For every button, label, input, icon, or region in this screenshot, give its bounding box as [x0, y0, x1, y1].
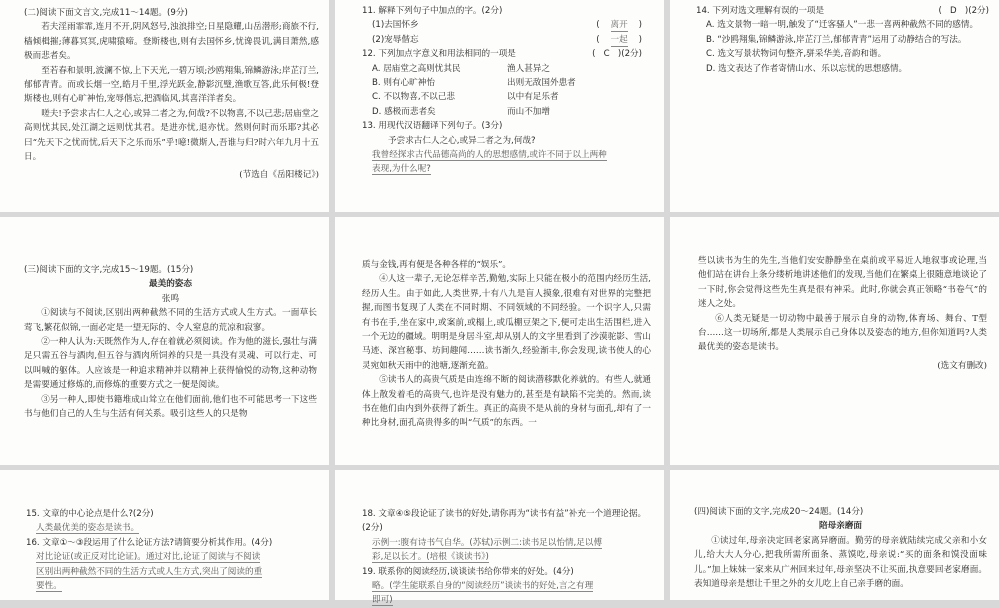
question-14-option-d: D. 选文表达了作者寄情山水、乐以忘忧的思想感情。 [706, 63, 908, 74]
question-14-option-c: C. 选文写景状物词句整齐,骈采华美,音韵和谐。 [706, 49, 887, 60]
passage-paragraph: ④人这一辈子,无论怎样辛苦,勤勉,实际上只能在极小的范围内经历生活,经历人生。由于如此,人类世界,十有八九是盲人摸象,很难有对世界的完整把握,而图书复现了人类在不同时期、不同领域的不同经验。一个识字人,只需有书在手,坐在家中,或案前,或榻上,或瓜棚豆架之下,便可走出生活围栏,进入一个无边的疆域。明明是身居斗室,却从别人的文字里看到了沙漠驼影、雪山马迹、深宫秘事、坊间趣闻……读书渐久,经验渐丰,你会发现,读书使人的心灵宛如秋天雨中的池塘,逐渐充盈。 [362, 274, 651, 371]
page-tile-essay-part-1 [0, 217, 329, 465]
passage-source: (节选自《岳阳楼记》) [239, 170, 319, 181]
question-12-option-c: C. 不以物喜,不以己悲 以中有足乐者 [372, 92, 559, 103]
passage-paragraph: 至若春和景明,波澜不惊,上下天光,一碧万顷;沙鸥翔集,锦鳞游泳;岸芷汀兰,郁郁青青。而或长烟一空,皓月千里,浮光跃金,静影沉璧,渔歌互答,此乐何极!登斯楼也,则有心旷神怡,宠辱偕忘,把酒临风,其喜洋洋者矣。 [24, 65, 319, 105]
question-12-option-a: A. 居庙堂之高则忧其民 渔人甚异之 [372, 63, 550, 74]
question-11-item-1: (1)去国怀乡 ( 离开 ) [372, 20, 642, 31]
page-tile-question-14 [670, 0, 999, 212]
page-tile-essay-part-2 [335, 217, 664, 465]
essay-title: 最美的姿态 [149, 279, 192, 290]
question-12-option-d: D. 感极而悲者矣 而山不加增 [372, 106, 550, 117]
passage-paragraph: 嗟夫!予尝求古仁人之心,或异二者之为,何哉?不以物喜,不以己悲;居庙堂之高则忧其民,处江湖之远则忧其君。是进亦忧,退亦忧。然则何时而乐耶?其必曰“先天下之忧而忧,后天下之乐而乐”乎!噫!微斯人,吾谁与归?时六年九月十五日。 [24, 108, 319, 163]
answer-13: 我曾经探求古代品德高尚的人的思想感情,或许不同于以上两种 表现,为什么呢? [372, 150, 607, 175]
question-15: 15. 文章的中心论点是什么?(2分) [26, 509, 154, 519]
question-14: 14. 下列对选文理解有误的一项是 ( D )(2分) [696, 6, 989, 16]
essay-author: 张鸣 [161, 293, 180, 304]
question-11-item-2: (2)宠辱偕忘 ( 一起 ) [372, 34, 642, 45]
page-tile-narrative-passage [670, 470, 999, 600]
passage-source: (选文有删改) [937, 360, 987, 371]
question-13: 13. 用现代汉语翻译下列句子。(3分) [362, 121, 503, 132]
section-intro: (四)阅读下面的文字,完成20～24题。(14分) [694, 507, 864, 517]
question-16: 16. 文章①～③段运用了什么论证方法?请简要分析其作用。(4分) [26, 537, 273, 548]
question-14-option-b: B. “沙鸥翔集,锦鳞游泳,岸芷汀兰,郁郁青青”运用了动静结合的写法。 [706, 34, 967, 45]
answer-11-2: 一起 [610, 34, 628, 45]
question-11: 11. 解释下列句子中加点的字。(2分) [362, 6, 503, 16]
passage-paragraph: ⑥人类无疑是一切动物中最善于展示自身的动物,体育场、舞台、T型台……这一切场所,都是人类展示自己身体以及姿态的地方,但你知道吗?人类最优美的姿态是读书。 [698, 313, 987, 353]
section-intro: (三)阅读下面的文字,完成15～19题。(15分) [24, 265, 194, 275]
question-14-option-a: A. 选文景物一暗一明,触发了“迁客骚人”一悲一喜两种截然不同的感情。 [706, 20, 979, 31]
question-19: 19. 联系你的阅读经历,谈谈读书给你带来的好处。(4分) [362, 566, 574, 577]
question-12: 12. 下列加点字意义和用法相同的一项是 ( C )(2分) [362, 49, 642, 60]
page-tile-essay-part-3 [670, 217, 999, 465]
passage-paragraph: 若夫淫雨霏霏,连月不开,阴风怒号,浊浪排空;日星隐耀,山岳潜形;商旅不行,樯倾楫摧;薄暮冥冥,虎啸猿啼。登斯楼也,则有去国怀乡,忧谗畏讥,满目萧然,感极而悲者矣。 [24, 22, 319, 62]
passage-paragraph: 质与金钱,再有便是各种各样的“娱乐”。 [362, 260, 512, 270]
answer-12: C [603, 49, 610, 60]
passage-paragraph: ①阅读与不阅读,区别出两种截然不同的生活方式或人生方式。一面草长莺飞,繁花似锦,一面必定是一望无际的、令人窒息的荒凉和寂寥。 [24, 308, 317, 333]
answer-19: 略。(学生能联系自身的“阅读经历”谈读书的好处,言之有理 即可) [372, 581, 594, 606]
question-18: 18. 文章④⑤段论证了读书的好处,请你再为“读书有益”补充一个道理论据。(2分) [362, 509, 647, 534]
answer-16: 对比论证(或正反对比论证)。通过对比,论证了阅读与不阅读 区别出两种截然不同的生活方式或人生方式,突出了阅读的重 要性。 [36, 552, 263, 592]
answer-18: 示例一:腹有诗书气自华。(苏轼)示例二:读书足以怡情,足以傅 彩,足以长才。(培根《谈读书》) [372, 537, 603, 563]
page-tile-questions-11-13 [335, 0, 664, 212]
passage-paragraph: ②一种人认为:天既然作为人,存在着就必须阅读。作为他的滋长,强壮与满足只需五谷与酒肉,但五谷与酒肉所饲养的只是一具没有灵魂、可以行走、可以叫喊的躯体。人应该是一种追求精神并以精神上获得愉悦的动物,这种动物是需要通过修炼的,而修炼的重要方式之一便是阅读。 [24, 337, 317, 391]
passage-paragraph: 些以读书为生的先生,当他们安安静静坐在桌前或平易近人地叙事或论理,当他们站在讲台上条分缕析地讲述他们的发现,当他们在繁桌上很随意地谈论了一下时,你会觉得这些先生真是很有神采。此时,你就会真正领略“书卷气”的迷人之处。 [698, 256, 987, 310]
section-intro: (二)阅读下面文言文,完成11～14题。(9分) [24, 8, 188, 18]
question-13-sentence: 予尝求古仁人之心,或异二者之为,何哉? [388, 135, 536, 146]
answer-15: 人类最优美的姿态是读书。 [36, 523, 140, 534]
passage-paragraph: ①读过年,母亲决定回老家离异磨面。勤劳的母亲就陆续完成父亲和小女儿,给大大人分心,把我所需所面条、蒸馍吃,母亲说:“买的面条和馍没面味儿。”加上妹妹一家来从广州回来过年,母亲坚决不让买面,执意要回老家磨面。表知道母亲是想让千里之外的女儿吃上自己亲手磨的面。 [694, 535, 987, 590]
answer-14: D [950, 6, 957, 16]
answer-11-1: 离开 [610, 20, 628, 31]
page-tile-questions-18-19 [335, 470, 664, 606]
question-12-option-b: B. 则有心旷神怡 出则无敌国外患者 [372, 78, 576, 89]
narrative-title: 陪母亲磨面 [819, 521, 862, 532]
page-tile-questions-15-16 [0, 470, 329, 600]
page-tile-classical-passage [0, 0, 329, 212]
passage-paragraph: ③另一种人,即使书籍堆成山耸立在他们面前,他们也不可能思考一下这些书与他们自己的人生与生活有何关系。吸引这些人的只是物 [24, 394, 317, 420]
passage-paragraph: ⑤读书人的高贵气质是由连绵不断的阅读潜移默化养就的。有些人,就通体上散发着毛的高贵气,也许是没有魅力的,甚至是有缺陷不完美的。然而,读书在他们由内到外获得了新生。真正的高贵不是从前的身材与面孔,却有了一种比身材,面孔高贵得多的叫“气质”的东西。一 [362, 375, 651, 429]
